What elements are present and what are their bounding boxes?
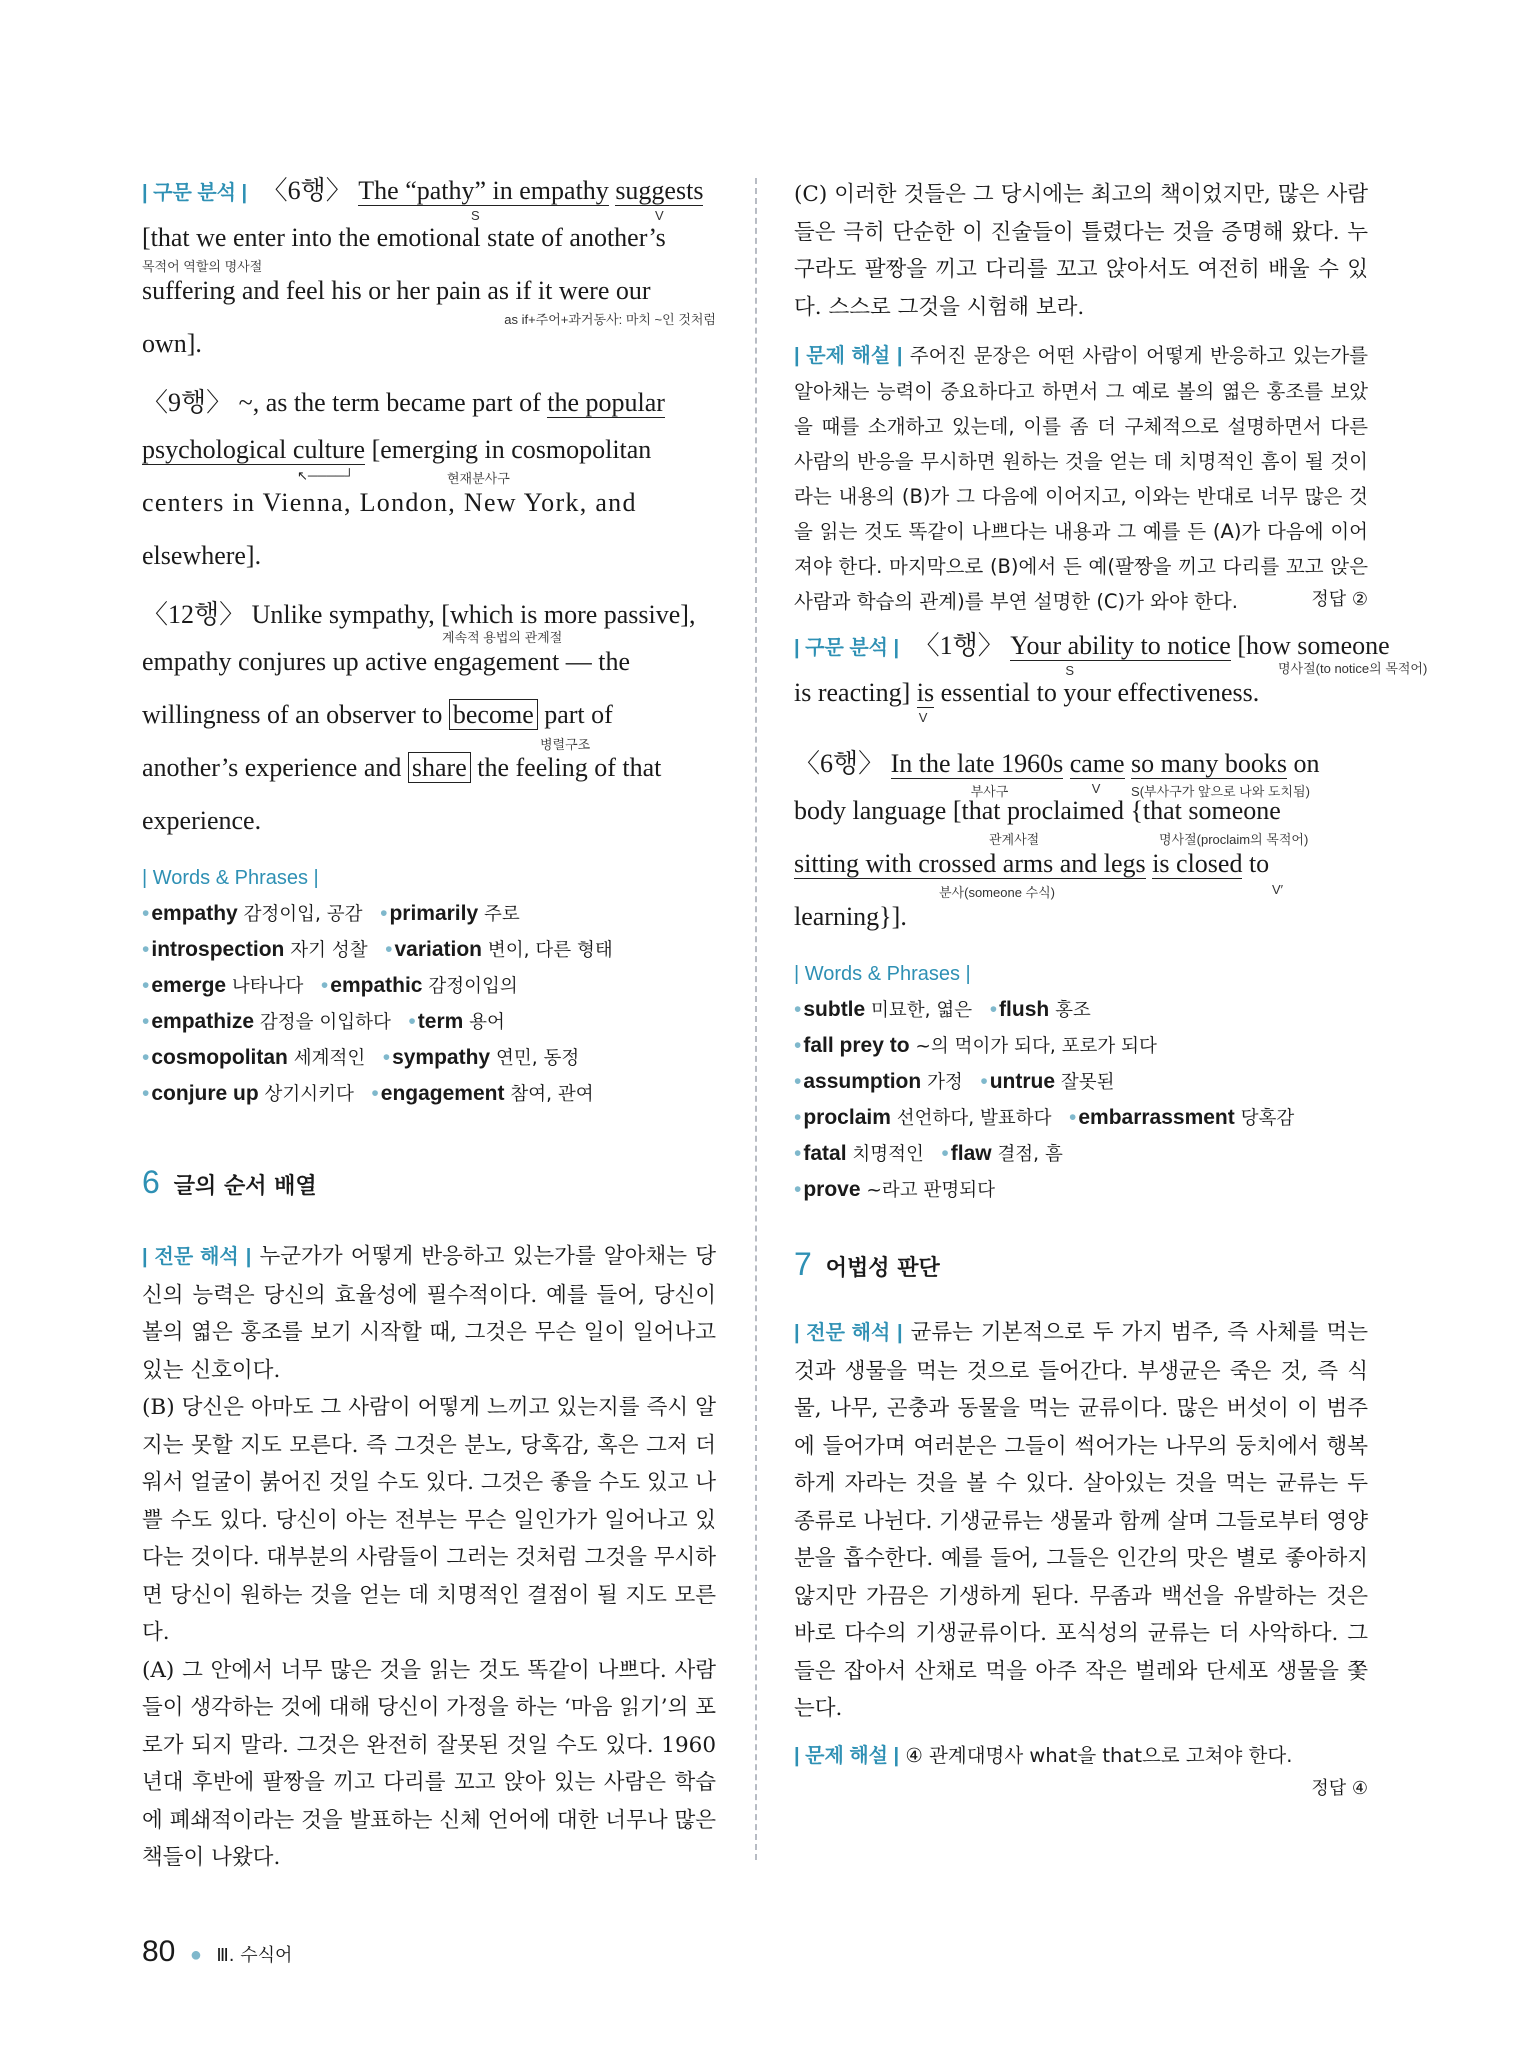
meaning: 나타나다: [231, 976, 304, 997]
syntax-line: [142, 488, 716, 541]
line-ref: 〈1행〉: [913, 631, 1004, 660]
syntax-text: [that we enter into the emotional state of another’s: [142, 223, 666, 252]
syntax-line: [142, 382, 716, 435]
verb-text: is: [916, 678, 935, 707]
page-footer: [142, 1935, 292, 1969]
syntax-text: ~, as the term became part of: [238, 388, 541, 417]
explanation-text: ④ 관계대명사 what을 that으로 고쳐야 한다.: [905, 1743, 1293, 1767]
syntax-line: [794, 849, 1368, 902]
syntax-note: 명사절(proclaim의 목적어): [1159, 832, 1309, 847]
boxed-word: become: [449, 699, 538, 730]
word-row: •emerge 나타나다 •empathic 감정이입의: [142, 974, 518, 997]
syntax-note: 병렬구조: [540, 737, 591, 752]
syntax-text: on: [1293, 749, 1320, 778]
word-row: •assumption 가정 •untrue 잘못된: [794, 1070, 1115, 1093]
meaning: 상기시키다: [264, 1084, 354, 1105]
translation-block: [142, 1238, 716, 1389]
syntax-line: [794, 678, 1368, 731]
syntax-line: [794, 902, 1368, 955]
meaning: 가정: [927, 1072, 963, 1093]
word: proclaim: [803, 1106, 891, 1129]
verb-phrase: is closed: [1152, 849, 1243, 878]
word: assumption: [803, 1070, 922, 1093]
section-number: 6: [142, 1164, 160, 1200]
translation-label: | 전문 해석 |: [794, 1322, 903, 1344]
syntax-text: body language [that proclaimed {that someone: [794, 796, 1281, 825]
right-column: [794, 176, 1428, 1800]
column-divider: [755, 178, 757, 1860]
explanation-block: [794, 338, 1368, 619]
left-column: [142, 170, 716, 1877]
syntax-line: [142, 329, 716, 382]
paragraph-a: (A) 그 안에서 너무 많은 것을 읽는 것도 똑같이 나쁘다. 사람들이 생각하는 것에 대해 당신이 가정을 하는 ‘마음 읽기’의 포로가 되지 말라. 그것은 완전히 잘못된 것일 수도 있다. 1960년대 후반에 팔짱을 끼고 다리를 꼬고 앉아 있는 사람은 학습에 폐쇄적이라는 것을 발표하는 신체 언어에 대한 너무나 많은 책들이 나왔다.: [142, 1657, 716, 1870]
syntax-line: [142, 223, 716, 276]
word: emerge: [151, 974, 227, 997]
word-row: •empathy 감정이입, 공감 •primarily 주로: [142, 902, 520, 925]
syntax-text: to: [1248, 849, 1270, 878]
verb-phrase: [916, 678, 935, 725]
meaning: ~라고 판명되다: [866, 1180, 995, 1201]
syntax-line: [142, 753, 716, 806]
verb-text: came: [1069, 749, 1125, 778]
adverb-mark: 부사구: [970, 784, 1009, 799]
verb-text: suggests: [615, 176, 704, 205]
word-row: •prove ~라고 판명되다: [794, 1178, 995, 1201]
syntax-line: [142, 647, 716, 700]
line-ref: 〈6행〉: [794, 749, 885, 778]
paragraph: 누군가가 어떻게 반응하고 있는가를 알아채는 당신의 능력은 당신의 효율성에 필수적이다. 예를 들어, 당신이 볼의 엷은 홍조를 보기 시작할 때, 그것은 무슨 일이 일어나고 있는 신호이다.: [142, 1244, 716, 1383]
syntax-text: another’s experience and: [142, 753, 402, 782]
word: term: [417, 1010, 464, 1033]
meaning: 홍조: [1055, 1000, 1091, 1021]
word-row: •proclaim 선언하다, 발표하다 •embarrassment 당혹감: [794, 1106, 1295, 1129]
word: empathize: [151, 1010, 255, 1033]
syntax-text: the feeling of that: [477, 753, 662, 782]
line-ref: 〈12행〉: [142, 600, 246, 629]
paragraph-b: (B) 당신은 아마도 그 사람이 어떻게 느끼고 있는지를 즉시 알지는 못할 지도 모른다. 즉 그것은 분노, 당혹감, 혹은 그저 더워서 얼굴이 붉어진 것일 수도 있다. 그것은 좋을 수도 있고 나쁠 수도 있다. 당신이 아는 전부는 무슨 일인가가 일어나고 있다는 것이다. 대부분의 사람들이 그러는 것처럼 그것을 무시하면 당신이 원하는 것을 얻는 데 치명적인 결점이 될 지도 모른다.: [142, 1395, 716, 1645]
meaning: 세계적인: [293, 1048, 366, 1069]
syntax-line: [142, 276, 716, 329]
words-phrases: [142, 861, 716, 1112]
verb-mark: V: [918, 710, 928, 725]
syntax-text: [how someone: [1237, 631, 1390, 660]
word: fall prey to: [803, 1034, 910, 1057]
word: engagement: [380, 1082, 505, 1105]
meaning: 잘못된: [1060, 1072, 1115, 1093]
syntax-line: [142, 170, 716, 223]
word-row: •empathize 감정을 이입하다 •term 용어: [142, 1010, 505, 1033]
underlined-phrase: the popular: [547, 388, 665, 417]
modifier-arrow-icon: ↖────┘: [297, 468, 354, 483]
syntax-note: 계속적 용법의 관계절: [442, 630, 563, 645]
syntax-note: 관계사절: [989, 832, 1040, 847]
word: primarily: [389, 902, 479, 925]
syntax-text: elsewhere].: [142, 541, 262, 570]
word-row: •conjure up 상기시키다 •engagement 참여, 관여: [142, 1082, 594, 1105]
word: empathic: [330, 974, 423, 997]
syntax-text: empathy conjures up active engagement — the: [142, 647, 631, 676]
syntax-line: [794, 796, 1368, 849]
word: empathy: [151, 902, 238, 925]
meaning: 감정이입, 공감: [243, 904, 363, 925]
explanation-label: | 문제 해설 |: [794, 345, 903, 367]
syntax-note: 명사절(to notice의 목적어): [1278, 661, 1428, 676]
meaning: 치명적인: [852, 1144, 924, 1165]
adverb-text: In the late 1960s: [890, 749, 1064, 778]
subject-mark: S: [1065, 663, 1075, 678]
word: introspection: [151, 938, 285, 961]
syntax-text: learning}].: [794, 902, 907, 931]
meaning: 감정을 이입하다: [259, 1012, 391, 1033]
meaning: 결점, 흠: [997, 1144, 1063, 1165]
syntax-line: [142, 700, 716, 753]
section-heading: [142, 1164, 716, 1224]
word-row: •fall prey to ~의 먹이가 되다, 포로가 되다: [794, 1034, 1157, 1057]
answer: 정답 ④: [1311, 1777, 1368, 1799]
syntax-line: [142, 435, 716, 488]
syntax-text: [emerging in cosmopolitan: [371, 435, 652, 464]
verb-mark: V: [654, 208, 664, 223]
subject-mark: S(부사구가 앞으로 나와 도치됨): [1131, 784, 1310, 799]
syntax-line: [142, 541, 716, 594]
words-phrases: [794, 957, 1368, 1208]
syntax-text: Unlike sympathy, [which is more passive],: [251, 600, 696, 629]
syntax-label: | 구문 분석 |: [142, 182, 248, 204]
syntax-label: | 구문 분석 |: [794, 637, 900, 659]
explanation-text: 주어진 문장은 어떤 사람이 어떻게 반응하고 있는가를 알아채는 능력이 중요하다고 하면서 그 예로 볼의 엷은 홍조를 보았을 때를 소개하고 있는데, 이를 좀 더 구체적으로 설명하면서 다른 사람의 반응을 무시하면 원하는 것을 얻는 데 치명적인 흠이 될 것이라는 내용의 (B)가 그 다음에 이어지고, 이와는 반대로 너무 많은 것을 읽는 것도 똑같이 나쁘다는 내용과 그 예를 든 (A)가 다음에 이어져야 한다. 마지막으로 (B)에서 든 예(팔짱을 끼고 다리를 꼬고 앉은 사람과 학습의 관계)를 부연 설명한 (C)가 와야 한다.: [794, 344, 1368, 613]
syntax-text: is reacting]: [794, 678, 911, 707]
word: flush: [999, 998, 1050, 1021]
chapter-name: Ⅲ. 수식어: [216, 1945, 293, 1966]
line-ref: 〈9행〉: [142, 388, 233, 417]
verb-phrase: [1069, 749, 1125, 796]
adverb-phrase: [890, 749, 1064, 799]
syntax-line: [794, 743, 1368, 799]
section-title: 글의 순서 배열: [173, 1174, 317, 1199]
page-number: 80: [142, 1935, 176, 1968]
meaning: 선언하다, 발표하다: [896, 1108, 1052, 1129]
verb-mark: V: [1091, 781, 1101, 796]
underlined-phrase: psychological culture: [142, 435, 366, 464]
word: embarrassment: [1078, 1106, 1235, 1129]
meaning: 용어: [469, 1012, 505, 1033]
meaning: 자기 성찰: [290, 940, 368, 961]
paragraph-c: (C) 이러한 것들은 그 당시에는 최고의 책이었지만, 많은 사람들은 극히 단순한 이 진술들이 틀렸다는 것을 증명해 왔다. 누구라도 팔짱을 끼고 다리를 꼬고 앉아서도 여전히 배울 수 있다. 스스로 그것을 시험해 보라.: [794, 182, 1368, 320]
syntax-text: part of: [544, 700, 613, 729]
words-label: | Words & Phrases |: [794, 963, 971, 985]
meaning: 주로: [484, 904, 520, 925]
paragraph: 균류는 기본적으로 두 가지 범주, 즉 사체를 먹는 것과 생물을 먹는 것으로 들어간다. 부생균은 죽은 것, 즉 식물, 나무, 곤충과 동물을 먹는 균류이다. 많은 버섯이 이 범주에 들어가며 여러분은 그들이 썩어가는 나무의 둥치에서 행복하게 자라는 것을 볼 수 있다. 살아있는 것을 먹는 균류는 두 종류로 나뉜다. 기생균류는 생물과 함께 살며 그들로부터 영양분을 흡수한다. 예를 들어, 그들은 인간의 맛은 별로 좋아하지 않지만 가끔은 기생하게 된다. 무좀과 백선을 유발하는 것은 바로 다수의 기생균류이다. 포식성의 균류는 더 사악하다. 그들은 잡아서 산채로 먹을 아주 작은 벌레와 단세포 생물을 쫓는다.: [794, 1320, 1368, 1721]
meaning: 감정이입의: [428, 976, 518, 997]
section-heading: [794, 1246, 1368, 1306]
word: fatal: [803, 1142, 847, 1165]
translation-label: | 전문 해석 |: [142, 1246, 252, 1268]
subject-text: so many books: [1131, 749, 1288, 778]
syntax-text: experience.: [142, 806, 262, 835]
syntax-line: [142, 806, 716, 859]
meaning: 연민, 동정: [495, 1048, 580, 1069]
verb-phrase: [615, 176, 704, 223]
word: untrue: [989, 1070, 1056, 1093]
word: sympathy: [392, 1046, 491, 1069]
boxed-word: share: [408, 752, 471, 783]
word-row: •introspection 자기 성찰 •variation 변이, 다른 형태: [142, 938, 613, 961]
syntax-text: suffering and feel his or her pain as if it were our: [142, 276, 651, 305]
word: conjure up: [151, 1082, 259, 1105]
subject-phrase: [358, 176, 609, 223]
answer: 정답 ②: [1311, 589, 1368, 610]
subject-text: Your ability to notice: [1010, 631, 1231, 660]
explanation-label: | 문제 해설 |: [794, 1744, 900, 1767]
meaning: 참여, 관여: [510, 1084, 594, 1105]
word-row: •cosmopolitan 세계적인 •sympathy 연민, 동정: [142, 1046, 580, 1069]
section-number: 7: [794, 1246, 812, 1282]
syntax-line: [794, 625, 1428, 678]
word: cosmopolitan: [151, 1046, 288, 1069]
syntax-note: 현재분사구: [447, 471, 510, 486]
word: subtle: [803, 998, 866, 1021]
word-row: •fatal 치명적인 •flaw 결점, 흠: [794, 1142, 1063, 1165]
syntax-note: as if+주어+과거동사: 마치 ~인 것처럼: [504, 312, 716, 327]
meaning: ~의 먹이가 되다, 포로가 되다: [915, 1036, 1157, 1057]
meaning: 당혹감: [1240, 1108, 1295, 1129]
line-ref: 〈6행〉: [261, 176, 352, 205]
section-title: 어법성 판단: [825, 1256, 940, 1281]
word: prove: [803, 1178, 861, 1201]
subject-mark: S: [471, 208, 480, 223]
explanation-block: [794, 1738, 1368, 1774]
syntax-line: [142, 594, 716, 647]
syntax-text: own].: [142, 329, 202, 358]
bullet-icon: ●: [189, 1944, 202, 1966]
syntax-text: willingness of an observer to: [142, 700, 443, 729]
subject-phrase: [1010, 631, 1231, 678]
syntax-note: V′: [1272, 882, 1284, 897]
syntax-note: 목적어 역할의 명사절: [142, 259, 263, 274]
word: flaw: [950, 1142, 992, 1165]
word-row: •subtle 미묘한, 엷은 •flush 홍조: [794, 998, 1091, 1021]
participle-phrase: sitting with crossed arms and legs: [794, 849, 1146, 878]
syntax-note: 분사(someone 수식): [939, 885, 1055, 900]
syntax-text: centers in Vienna, London, New York, and: [142, 488, 637, 517]
syntax-text: essential to your effectiveness.: [940, 678, 1260, 707]
subject-text: The “pathy” in empathy: [358, 176, 609, 205]
meaning: 미묘한, 엷은: [871, 1000, 973, 1021]
word: variation: [394, 938, 482, 961]
words-label: | Words & Phrases |: [142, 867, 319, 889]
translation-block: [794, 1314, 1368, 1728]
meaning: 변이, 다른 형태: [487, 940, 613, 961]
